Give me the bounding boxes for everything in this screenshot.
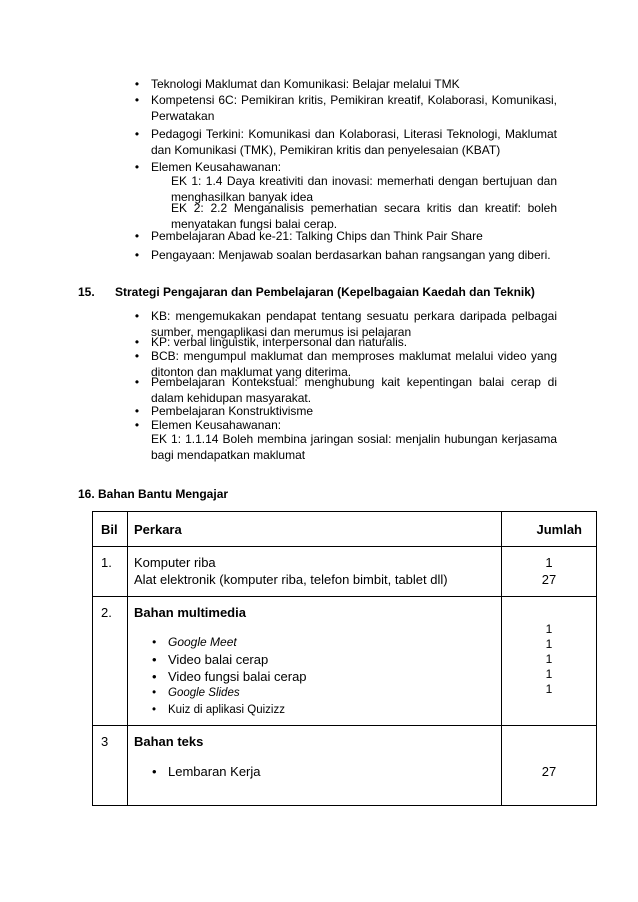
cell-bil: 1. (93, 547, 128, 597)
cell-perkara: Bahan multimedia • Google Meet • Video balai cerap • Video fungsi balai cerap • Google Slides • Kuiz di aplikasi Quizizz (128, 597, 502, 726)
table-row (93, 547, 597, 597)
cell-jumlah: 1 27 (502, 547, 597, 597)
list-item: • Google Meet (152, 635, 237, 649)
document-page: • Teknologi Maklumat dan Komunikasi: Belajar melalui TMK • Kompetensi 6C: Pemikiran kritis, Pemikiran kreatif, Kolaborasi, Komunikasi, Perwatakan • Pedagogi Terkini: Komunikasi dan Kolaborasi, Literasi Teknologi, Maklumat dan Komunikasi (TMK), Pemikiran kritis dan penyelesaian (KBAT) • Elemen Keusahawanan: EK 1: 1.4 Daya kreativiti dan inovasi: memerhati dengan bertujuan dan menghasilkan banyak idea EK 2: 2.2 Menganalisis pemerhatian secara kritis dan kreatif: boleh menyatakan fungsi balai cerap. • Pembelajaran Abad ke-21: Talking Chips dan Think Pair Share • Pengayaan: Menjawab soalan berdasarkan bahan rangsangan yang diberi. 15. Strategi Pengajaran dan Pembelajaran (Kepelbagaian Kaedah dan Teknik) • KB: mengemukakan pendapat tentang sesuatu perkara daripada pelbagai sumber, mengaplikasi dan merumus isi pelajaran • KP: verbal linguistik, interpersonal dan naturalis. • BCB: mengumpul maklumat dan memproses maklumat melalui video yang ditonton dan maklumat yang diterima. • Pembelajaran Kontekstual: menghubung kait kepentingan balai cerap di dalam kehidupan masyarakat. • Pembelajaran Konstruktivisme • Elemen Keusahawanan: EK 1: 1.1.14 Boleh membina jaringan sosial: menjalin hubungan kerjasama bagi mendapatkan maklumat 16. Bahan Bantu Mengajar Bil Perkara Jumlah 1. Komputer riba Alat elektronik (komputer riba, telefon bimbit, tablet dll) 1 27 2. Bahan multimedia • Google Meet • Video balai cerap • Video fungsi balai cerap • Google Slides • Kuiz di aplikasi Quizizz 1 1 1 1 1 3 Bahan teks • Lembaran Kerja 27 (0, 0, 638, 902)
list-item: • Video balai cerap (152, 652, 269, 667)
bullet-icon: • (152, 669, 157, 684)
bullet-icon: • (134, 93, 140, 107)
bullet-icon: • (152, 764, 157, 779)
table-row (93, 726, 597, 806)
section-number: 15. (78, 285, 95, 299)
teaching-aids-table (92, 511, 597, 806)
multimedia-list (148, 634, 495, 719)
header-bil: Bil (93, 512, 128, 547)
header-perkara: Perkara (128, 512, 502, 547)
bullet-icon: • (134, 404, 140, 418)
cell-perkara: Bahan teks • Lembaran Kerja (128, 726, 502, 806)
bullet-icon: • (134, 229, 140, 243)
table-row (93, 597, 597, 726)
bullet-icon: • (134, 160, 140, 174)
bullet-icon: • (152, 635, 157, 649)
list-item: • Google Slides (148, 685, 495, 702)
list-item: • Video fungsi balai cerap (152, 669, 307, 684)
cell-bil: 2. (93, 597, 128, 726)
section-16-title: 16. Bahan Bantu Mengajar (78, 487, 229, 501)
bullet-icon: • (134, 248, 140, 262)
list-item: • Lembaran Kerja (152, 764, 261, 779)
list-item: • Kuiz di aplikasi Quizizz (148, 702, 495, 719)
text-materials-list (148, 763, 495, 780)
cell-jumlah: 27 (502, 726, 597, 806)
cell-perkara: Komputer riba Alat elektronik (komputer riba, telefon bimbit, tablet dll) (128, 547, 502, 597)
bullet-icon: • (134, 375, 140, 389)
bullet-icon: • (152, 687, 157, 699)
cell-bil: 3 (93, 726, 128, 806)
bullet-icon: • (134, 349, 140, 363)
bullet-icon: • (134, 77, 140, 91)
cell-jumlah: 1 1 1 1 1 (502, 597, 597, 726)
bullet-icon: • (134, 335, 140, 349)
header-jumlah: Jumlah (502, 512, 597, 547)
bullet-icon: • (134, 309, 140, 323)
bullet-icon: • (152, 652, 157, 667)
bullet-icon: • (134, 418, 140, 432)
bullet-icon: • (152, 704, 157, 716)
table-header-row (93, 512, 597, 547)
section-title: Strategi Pengajaran dan Pembelajaran (Kepelbagaian Kaedah dan Teknik) (115, 285, 535, 299)
bullet-icon: • (134, 127, 140, 141)
